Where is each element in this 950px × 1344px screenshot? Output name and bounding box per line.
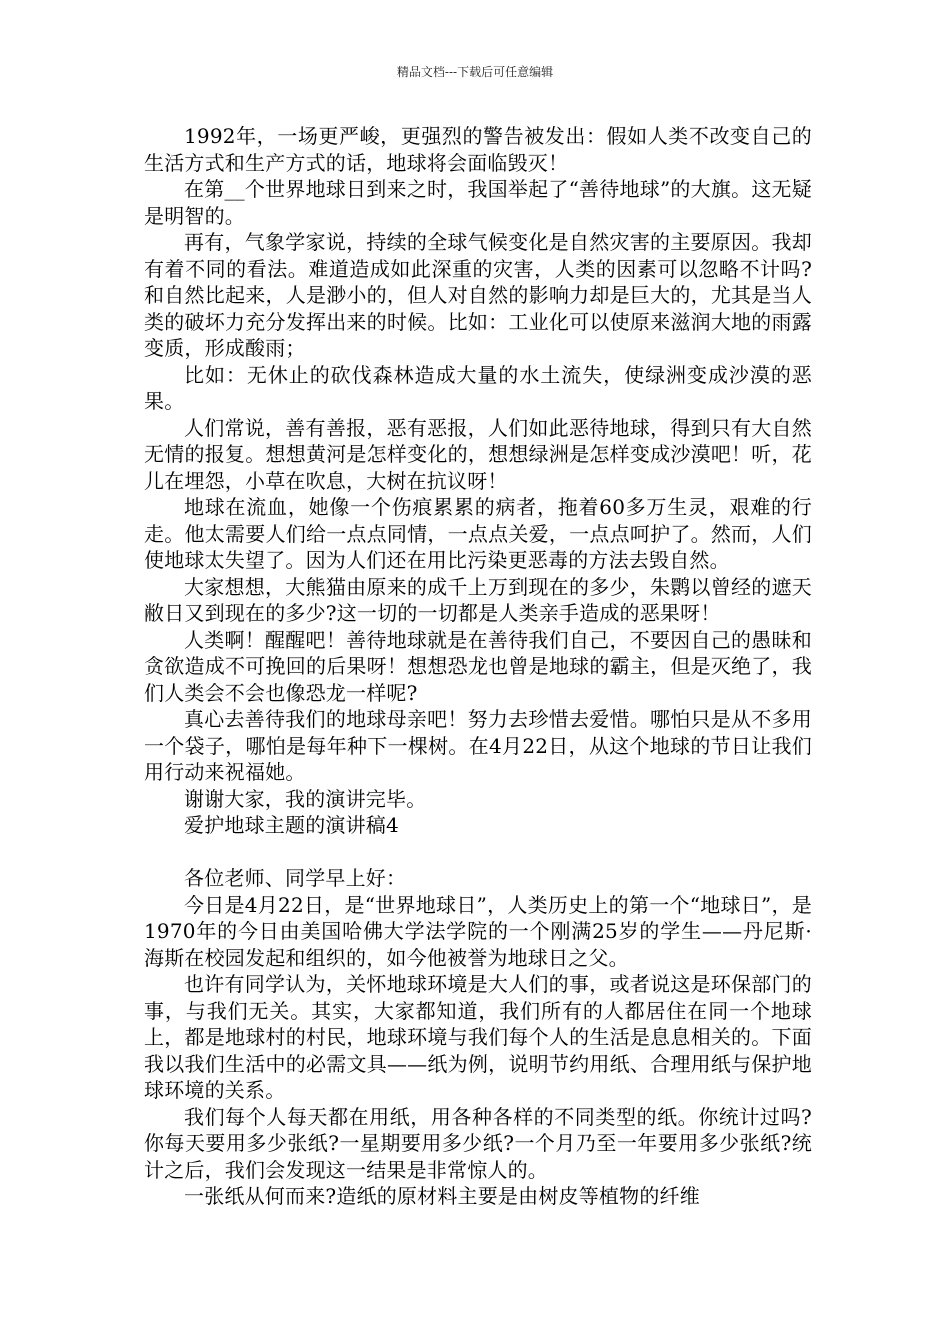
page-header: 精品文档---下载后可任意编辑 [396,65,554,79]
paragraph: 也许有同学认为，关怀地球环境是大人们的事，或者说这是环保部门的事，与我们无关。其实，大家都知道，我们所有的人都居住在同一个地球上，都是地球村的村民，地球环境与我们每个人的生活是息息相关的。下面我以我们生活中的必需文具——纸为例，说明节约用纸、合理用纸与保护地球环境的关系。 [144,972,812,1102]
paragraph: 大家想想，大熊猫由原来的成千上万到现在的多少，朱鹮以曾经的遮天敝日又到现在的多少?这一切的一切都是人类亲手造成的恶果呀！ [144,574,812,625]
paragraph: 人们常说，善有善报，恶有恶报，人们如此恶待地球，得到只有大自然无情的报复。想想黄河是怎样变化的，想想绿洲是怎样变成沙漠吧！听，花儿在埋怨，小草在吹息，大树在抗议呀！ [144,415,812,493]
paragraph: 真心去善待我们的地球母亲吧！努力去珍惜去爱惜。哪怕只是从不多用一个袋子，哪怕是每年种下一棵树。在4月22日，从这个地球的节日让我们用行动来祝福她。 [144,707,812,784]
document-body [144,123,812,1210]
paragraph: 今日是4月22日，是“世界地球日”，人类历史上的第一个“地球日”，是1970年的今日由美国哈佛大学法学院的一个刚满25岁的学生——丹尼斯·海斯在校园发起和组织的，如今他被誉为地球日之父。 [144,892,812,970]
paragraph: 再有，气象学家说，持续的全球气候变化是自然灾害的主要原因。我却有着不同的看法。难道造成如此深重的灾害，人类的因素可以忽略不计吗?和自然比起来，人是渺小的，但人对自然的影响力却是巨大的，尤其是当人类的破坏力充分发挥出来的时候。比如：工业化可以使原来滋润大地的雨露变质，形成酸雨； [144,230,812,360]
paragraph: 一张纸从何而来?造纸的原材料主要是由树皮等植物的纤维 [184,1184,700,1208]
paragraph: 在第__个世界地球日到来之时，我国举起了“善待地球”的大旗。这无疑是明智的。 [144,177,812,228]
closing-line: 谢谢大家，我的演讲完毕。 [184,786,427,811]
blank-line [144,839,812,866]
paragraph: 我们每个人每天都在用纸，用各种各样的不同类型的纸。你统计过吗?你每天要用多少张纸?一星期要用多少纸?一个月乃至一年要用多少张纸?统计之后，我们会发现这一结果是非常惊人的。 [144,1104,812,1182]
paragraph: 比如：无休止的砍伐森林造成大量的水土流失，使绿洲变成沙漠的恶果。 [144,362,812,413]
paragraph: 地球在流血，她像一个伤痕累累的病者，拖着60多万生灵，艰难的行走。他太需要人们给一点点同情，一点点关爱，一点点呵护了。然而，人们使地球太失望了。因为人们还在用比污染更恶毒的方法去毁自然。 [144,495,812,572]
greeting: 各位老师、同学早上好： [184,866,407,890]
paragraph: 人类啊！醒醒吧！善待地球就是在善待我们自己，不要因自己的愚昧和贪欲造成不可挽回的后果呀！想想恐龙也曾是地球的霸主，但是灭绝了，我们人类会不会也像恐龙一样呢? [144,627,812,705]
paragraph: 1992年，一场更严峻，更强烈的警告被发出：假如人类不改变自己的生活方式和生产方式的话，地球将会面临毁灭！ [144,124,812,175]
section-title: 爱护地球主题的演讲稿4 [184,813,399,837]
